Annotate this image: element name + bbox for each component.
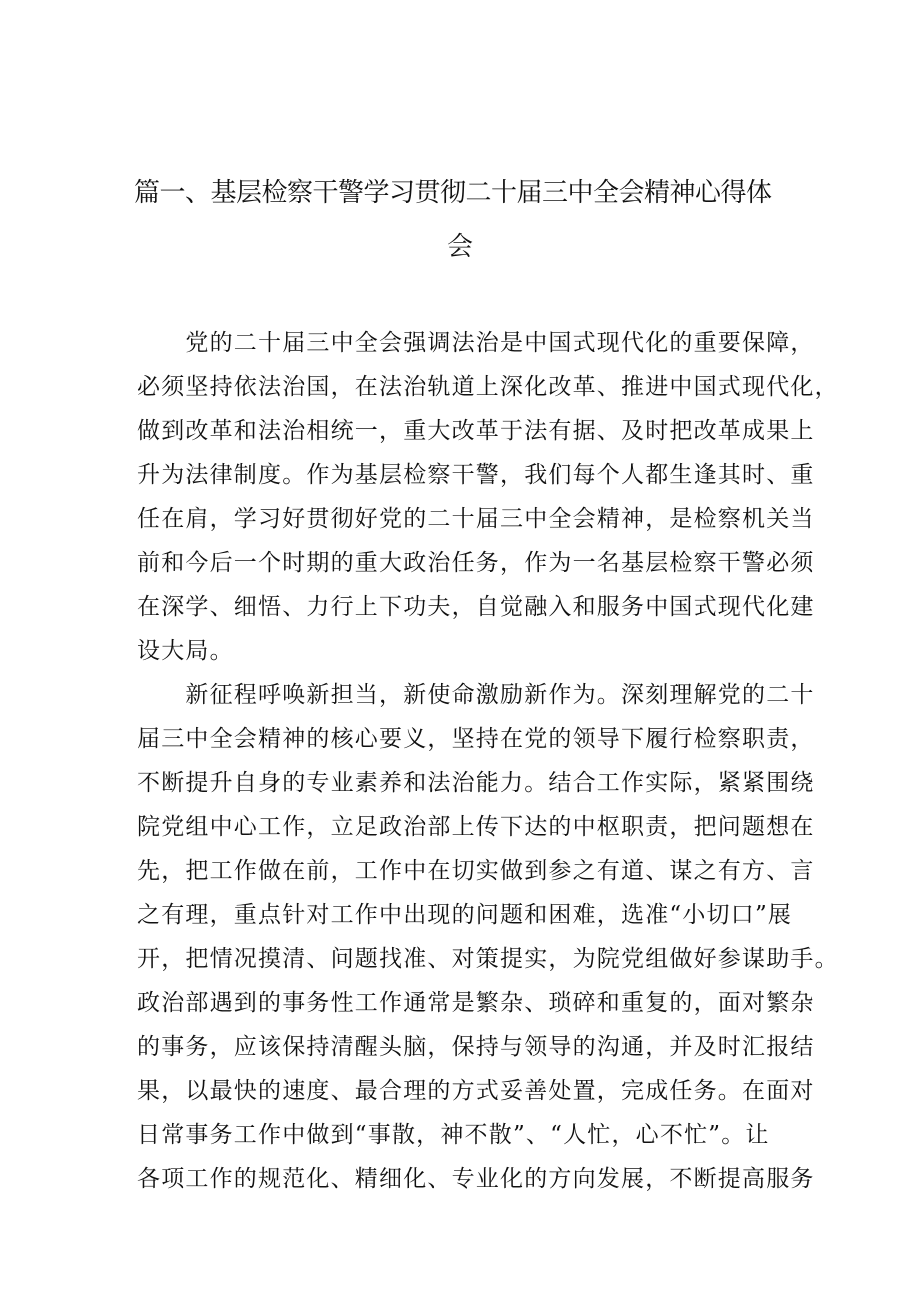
body-line: 任在肩，学习好贯彻好党的二十届三中全会精神，是检察机关当 [137,506,815,532]
body-line: 政治部遇到的事务性工作通常是繁杂、琐碎和重复的，面对繁杂 [137,990,815,1016]
body-line: 先，把工作做在前，工作中在切实做到参之有道、谋之有方、言 [137,858,815,884]
body-line: 果，以最快的速度、最合理的方式妥善处置，完成任务。在面对 [137,1078,815,1104]
body-line: 升为法律制度。作为基层检察干警，我们每个人都生逢其时、重 [137,462,815,488]
body-line: 不断提升自身的专业素养和法治能力。结合工作实际，紧紧围绕 [137,770,815,796]
body-line: 届三中全会精神的核心要义，坚持在党的领导下履行检察职责， [137,726,815,752]
body-line: 院党组中心工作，立足政治部上传下达的中枢职责，把问题想在 [137,814,815,840]
body-line: 各项工作的规范化、精细化、专业化的方向发展，不断提高服务 [137,1166,815,1192]
body-line: 设大局。 [137,638,234,664]
document-title-line-1: 篇一、基层检察干警学习贯彻二十届三中全会精神心得体 [134,178,772,208]
body-line: 在深学、细悟、力行上下功夫，自觉融入和服务中国式现代化建 [137,594,815,620]
body-line: 开，把情况摸清、问题找准、对策提实，为院党组做好参谋助手。 [137,946,839,972]
document-title-line-2: 会 [447,232,473,262]
body-line: 前和今后一个时期的重大政治任务，作为一名基层检察干警必须 [137,550,815,576]
body-line: 的事务，应该保持清醒头脑，保持与领导的沟通，并及时汇报结 [137,1034,815,1060]
body-line: 日常事务工作中做到“事散，神不散”、“人忙，心不忙”。让 [137,1122,770,1148]
body-line: 之有理，重点针对工作中出现的问题和困难，选准“小切口”展 [137,902,793,928]
body-line: 做到改革和法治相统一，重大改革于法有据、及时把改革成果上 [137,418,815,444]
body-line: 党的二十届三中全会强调法治是中国式现代化的重要保障， [137,330,815,356]
body-line: 必须坚持依法治国，在法治轨道上深化改革、推进中国式现代化， [137,374,839,400]
body-line: 新征程呼唤新担当，新使命激励新作为。深刻理解党的二十 [137,682,815,708]
